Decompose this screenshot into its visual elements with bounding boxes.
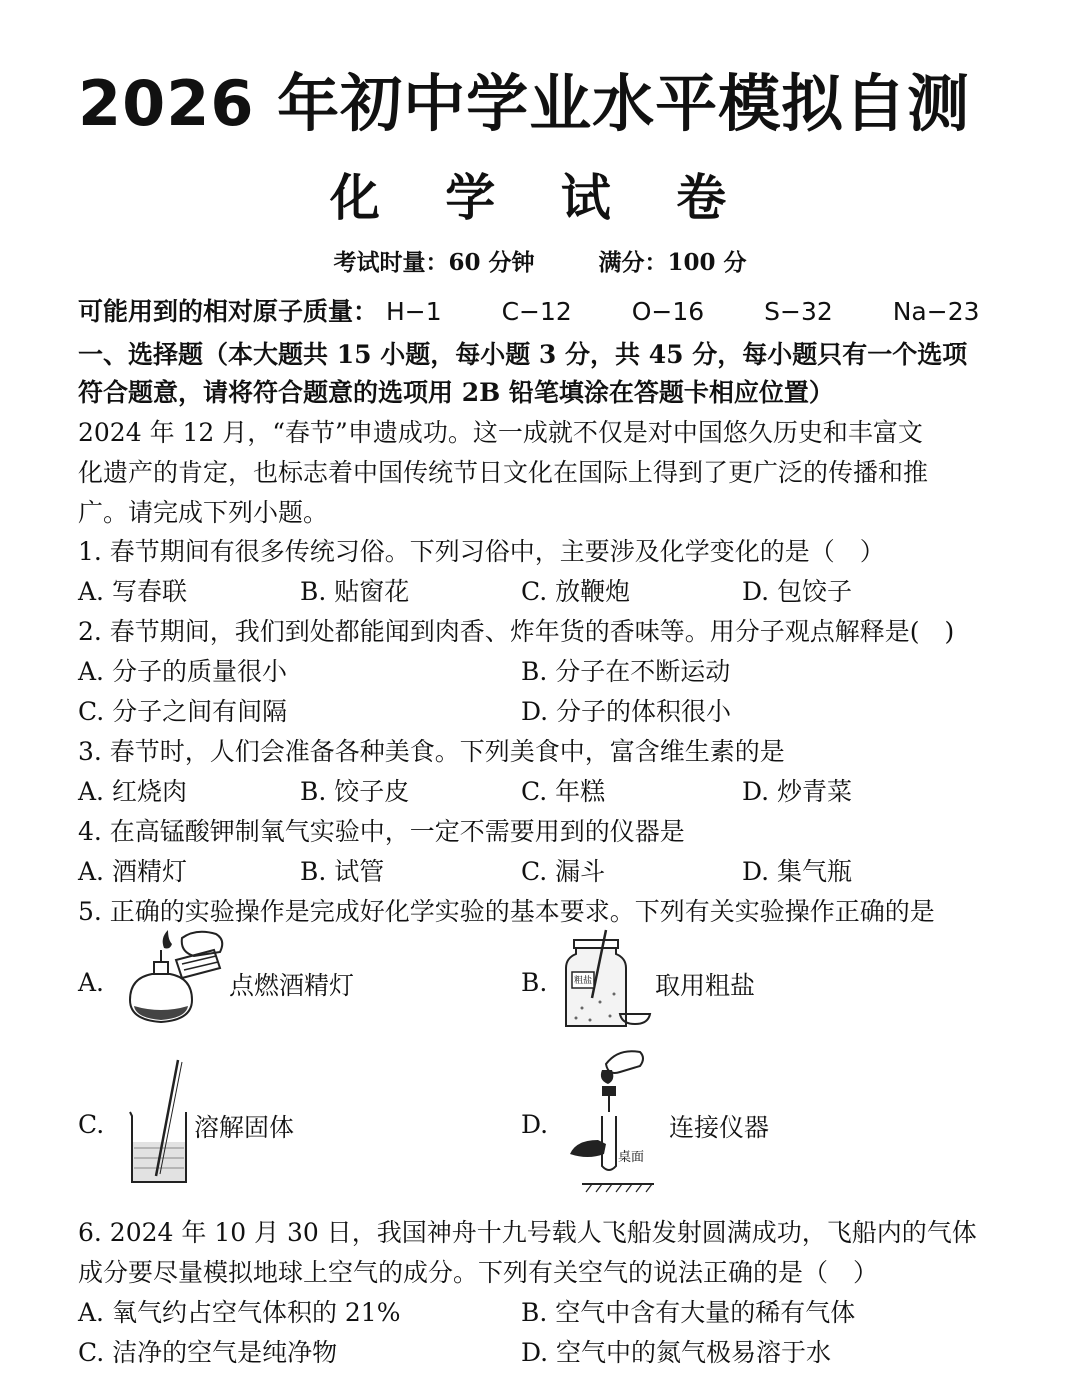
q5-stem: 5. 正确的实验操作是完成好化学实验的基本要求。下列有关实验操作正确的是 bbox=[78, 897, 935, 926]
q1-stem: 1. 春节期间有很多传统习俗。下列习俗中，主要涉及化学变化的是（ ） bbox=[78, 537, 885, 566]
mass-na: Na−23 bbox=[892, 297, 980, 326]
q5-option-a-caption: 点燃酒精灯 bbox=[229, 971, 355, 1000]
mass-h: H−1 bbox=[385, 297, 442, 326]
q3-option-b: B. 饺子皮 bbox=[300, 777, 410, 806]
q2-stem: 2. 春节期间，我们到处都能闻到肉香、炸年货的香味等。用分子观点解释是( ) bbox=[78, 617, 955, 646]
q6-stem-line2: 成分要尽量模拟地球上空气的成分。下列有关空气的说法正确的是（ ） bbox=[78, 1258, 879, 1287]
q1-option-b: B. 贴窗花 bbox=[300, 577, 410, 606]
mass-o: O−16 bbox=[631, 297, 705, 326]
q5-option-c-caption: 溶解固体 bbox=[194, 1113, 295, 1142]
q5-option-d-letter: D. bbox=[521, 1110, 549, 1139]
exam-title: 2026 年初中学业水平模拟自测 bbox=[78, 67, 971, 140]
alcohol-lamp-lighting-icon bbox=[122, 928, 226, 1028]
q5-option-a-letter: A. bbox=[78, 968, 105, 997]
q2-option-c: C. 分子之间有间隔 bbox=[78, 697, 288, 726]
section1-line2: 符合题意，请将符合题意的选项用 2B 铅笔填涂在答题卡相应位置） bbox=[78, 378, 834, 407]
q2-option-d: D. 分子的体积很小 bbox=[521, 697, 732, 726]
exam-time: 考试时量：60 分钟 bbox=[333, 249, 535, 276]
q1-option-d: D. 包饺子 bbox=[742, 577, 853, 606]
atomic-masses-label: 可能用到的相对原子质量： bbox=[78, 297, 379, 326]
section1-line1: 一、选择题（本大题共 15 小题，每小题 3 分，共 45 分，每小题只有一个选项 bbox=[78, 340, 968, 369]
q6-option-a: A. 氧气约占空气体积的 21% bbox=[78, 1298, 401, 1327]
exam-subtitle: 化 学 试 卷 bbox=[329, 169, 751, 227]
q5-option-b-letter: B. bbox=[521, 968, 548, 997]
q3-option-c: C. 年糕 bbox=[521, 777, 606, 806]
q6-option-b: B. 空气中含有大量的稀有气体 bbox=[521, 1298, 856, 1327]
intro-line1: 2024 年 12 月，“春节”申遗成功。这一成就不仅是对中国悠久历史和丰富文 bbox=[78, 418, 923, 447]
q3-stem: 3. 春节时，人们会准备各种美食。下列美食中，富含维生素的是 bbox=[78, 737, 785, 766]
exam-info bbox=[0, 244, 1080, 277]
connect-apparatus-icon bbox=[562, 1046, 662, 1194]
q6-option-c: C. 洁净的空气是纯净物 bbox=[78, 1338, 338, 1367]
q1-option-c: C. 放鞭炮 bbox=[521, 577, 631, 606]
q4-option-a: A. 酒精灯 bbox=[78, 857, 187, 886]
mass-c: C−12 bbox=[501, 297, 572, 326]
q3-option-d: D. 炒青菜 bbox=[742, 777, 853, 806]
q5-option-d-caption: 连接仪器 bbox=[669, 1113, 770, 1142]
q5-option-b-caption: 取用粗盐 bbox=[655, 971, 756, 1000]
q4-option-c: C. 漏斗 bbox=[521, 857, 606, 886]
exam-score: 满分：100 分 bbox=[598, 249, 747, 276]
q2-option-a: A. 分子的质量很小 bbox=[78, 657, 287, 686]
q4-option-d: D. 集气瓶 bbox=[742, 857, 853, 886]
q6-stem-line1: 6. 2024 年 10 月 30 日，我国神舟十九号载人飞船发射圆满成功，飞船内的气体 bbox=[78, 1218, 977, 1247]
q5-option-c-letter: C. bbox=[78, 1110, 105, 1139]
atomic-masses bbox=[78, 292, 1032, 328]
q6-option-d: D. 空气中的氮气极易溶于水 bbox=[521, 1338, 832, 1367]
q2-option-b: B. 分子在不断运动 bbox=[521, 657, 731, 686]
intro-line2: 化遗产的肯定，也标志着中国传统节日文化在国际上得到了更广泛的传播和推 bbox=[78, 458, 929, 487]
salt-jar-figure bbox=[562, 928, 654, 1032]
table-label: 桌面 bbox=[618, 1150, 645, 1165]
beaker-stirring-icon bbox=[126, 1058, 192, 1186]
connect-apparatus-figure bbox=[562, 1046, 662, 1194]
q4-option-b: B. 试管 bbox=[300, 857, 385, 886]
q3-option-a: A. 红烧肉 bbox=[78, 777, 187, 806]
mass-s: S−32 bbox=[764, 297, 833, 326]
q1-option-a: A. 写春联 bbox=[78, 577, 187, 606]
salt-label: 粗盐 bbox=[574, 976, 593, 986]
q4-stem: 4. 在高锰酸钾制氧气实验中，一定不需要用到的仪器是 bbox=[78, 817, 685, 846]
intro-line3: 广。请完成下列小题。 bbox=[78, 498, 329, 527]
